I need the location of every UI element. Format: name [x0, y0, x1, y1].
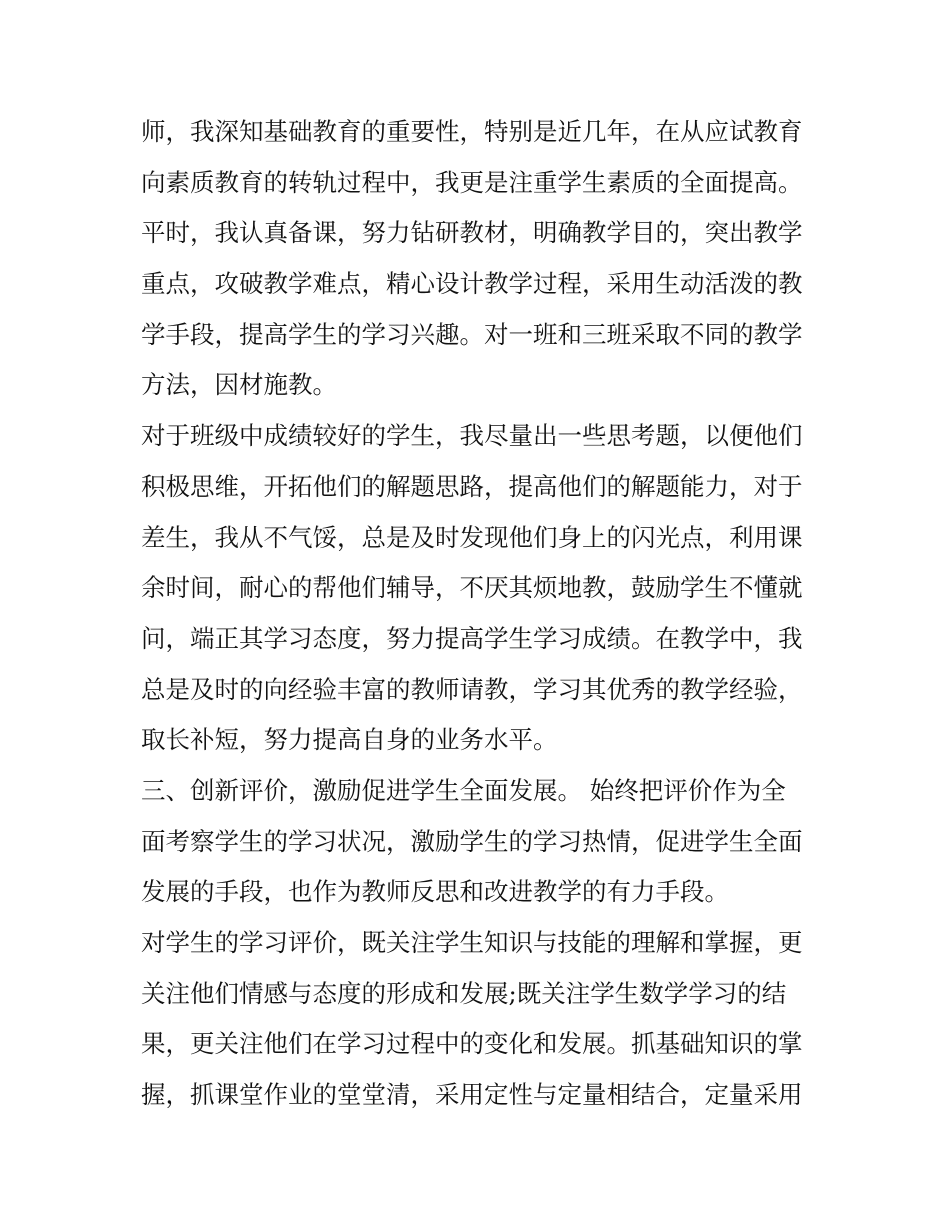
text-line: 学手段，提高学生的学习兴趣。对一班和三班采取不同的教学	[141, 319, 803, 349]
text-line: 余时间，耐心的帮他们辅导，不厌其烦地教，鼓励学生不懂就	[141, 573, 803, 603]
text-line: 方法，因材施教。	[141, 370, 337, 400]
text-line: 三、创新评价，激励促进学生全面发展。 始终把评价作为全	[141, 775, 786, 805]
text-line: 总是及时的向经验丰富的教师请教，学习其优秀的教学经验，	[141, 674, 803, 704]
text-line: 对于班级中成绩较好的学生，我尽量出一些思考题，以便他们	[141, 421, 803, 451]
text-line: 向素质教育的转轨过程中，我更是注重学生素质的全面提高。	[141, 167, 803, 197]
text-line: 重点，攻破教学难点，精心设计教学过程，采用生动活泼的教	[141, 269, 803, 299]
text-line: 果，更关注他们在学习过程中的变化和发展。抓基础知识的掌	[141, 1029, 803, 1059]
document-body	[141, 107, 821, 1121]
text-line: 关注他们情感与态度的形成和发展;既关注学生数学学习的结	[141, 978, 787, 1008]
text-line: 发展的手段，也作为教师反思和改进教学的有力手段。	[141, 877, 729, 907]
text-line: 平时，我认真备课，努力钻研教材，明确教学目的，突出教学	[141, 218, 803, 248]
text-line: 师，我深知基础教育的重要性，特别是近几年，在从应试教育	[141, 117, 803, 146]
text-line: 差生，我从不气馁，总是及时发现他们身上的闪光点，利用课	[141, 522, 803, 552]
text-line: 对学生的学习评价，既关注学生知识与技能的理解和掌握，更	[141, 928, 803, 957]
text-line: 问，端正其学习态度，努力提高学生学习成绩。在教学中，我	[141, 623, 803, 653]
text-line: 面考察学生的学习状况，激励学生的学习热情，促进学生全面	[141, 826, 803, 856]
text-line: 积极思维，开拓他们的解题思路，提高他们的解题能力，对于	[141, 471, 803, 501]
text-line: 握，抓课堂作业的堂堂清，采用定性与定量相结合，定量采用	[141, 1080, 803, 1110]
text-line: 取长补短，努力提高自身的业务水平。	[141, 725, 558, 755]
